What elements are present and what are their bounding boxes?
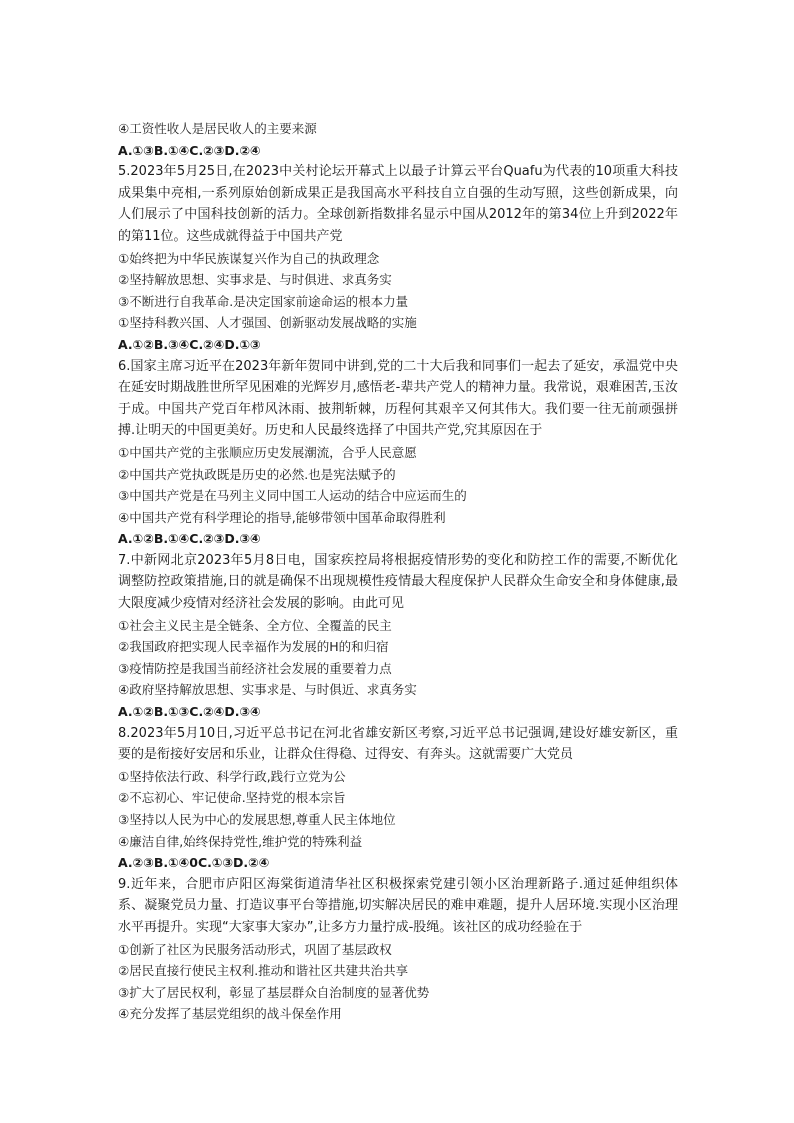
- question-stem: 8.2023年5月10日,习近平总书记在河北省雄安新区考察,习近平总书记强调,建设好雄安新区，重要的是衔接好安居和乐业，让群众住得稳、过得安、有奔头。这就需要广大党员: [118, 725, 678, 763]
- statement-1: ①社会主义民主是全链条、全方位、全覆盖的民主: [118, 617, 392, 633]
- question-stem: 5.2023年5月25日,在2023中关村论坛开幕式上以最子计算云平台Quafu为代表的10项重大科技成果集中亮相,一系列原始创新成果正是我国高水平科技自立自强的生动写照，这些创新成果，向人们展示了中国科技创新的活力。全球创新指数排名显示中国从2012年的第34位上升到2022年的第11位。这些成就得益于中国共产党: [118, 164, 678, 244]
- question-6: [118, 356, 678, 550]
- statement-3: ③疫情防控是我国当前经济社会发展的重要着力点: [118, 660, 392, 676]
- question-8: [118, 723, 678, 874]
- statement-3: ③不断进行自我革命.是决定国家前途命运的根本力量: [118, 293, 409, 309]
- question-stem: 6.国家主席习近平在2023年新年贺同中讲到,党的二十大后我和同事们一起去了延安，承温党中央在延安时期战胜世所罕见困难的光辉岁月,感悟老-辈共产党人的精神力量。我常说，艰难困苦,玉汝于成。中国共产党百年栉风沐雨、披荆斩棘，历程何其艰辛又何其伟大。我们要一往无前顽强拼搏.让明天的中国更美好。历史和人民最终选择了中国共产党,究其原因在于: [118, 358, 678, 439]
- answer-options: A.①③B.①④C.②③D.②④: [118, 142, 261, 158]
- statement-4: ①坚持科教兴国、人才强国、创新驱动发展战略的实施: [118, 315, 417, 331]
- statement-3: ③中国共产党是在马列主义同中国工人运动的结合中应运而生的: [118, 488, 467, 504]
- statement-2: ②居民直接行使民主权利.推动和谐社区共建共治共享: [118, 963, 409, 979]
- answer-options: A.①②B.①④C.②③D.③④: [118, 531, 261, 547]
- statement-2: ②我国政府把实现人民幸福作为发展的H的和归宿: [118, 639, 389, 655]
- answer-options: A.①②B.①③C.②④D.③④: [118, 704, 261, 720]
- statement-2: ②中国共产党执政既是历史的必然.也是宪法赋予的: [118, 466, 396, 482]
- statement-1: ①坚持依法行政、科学行政,践行立党为公: [118, 768, 346, 784]
- answer-options: A.②③B.①④0C.①③D.②④: [118, 855, 270, 871]
- statement-3: ③坚持以人民为中心的发展思想,尊重人民主体地位: [118, 812, 396, 827]
- statement-4: ④充分发挥了基层党组织的战斗保垒作用: [118, 1006, 342, 1022]
- statement-2: ②坚持解放思想、实事求是、与时俱进、求真务实: [118, 272, 392, 288]
- exam-page: [118, 118, 678, 1025]
- question-4-tail: [118, 118, 678, 161]
- statement-1: ①始终把为中华民族谋复兴作为自己的执政理念: [118, 250, 380, 266]
- statement: ④工资性收人是居民收人的主要来源: [118, 121, 317, 136]
- statement-2: ②不忘初心、牢记使命.坚持党的根本宗旨: [118, 790, 346, 806]
- question-stem: 9.近年来，合肥市庐阳区海棠街道清华社区积极探索党建引领小区治理新路子.通过延伸组织体系、凝聚党员力量、打造议事平台等措施,切实解决居民的难申难题，提升人居环境.实现小区治理水平再提升。实现“大家事大家办”,让多方力量拧成-股绳。该社区的成功经验在于: [118, 876, 678, 935]
- question-7: [118, 550, 678, 723]
- question-stem: 7.中新网北京2023年5月8日电，国家疾控局将根据疫情形势的变化和防控工作的需要,不断优化调整防控政策措施,日的就是确保不出现规模性疫情最大程度保护人民群众生命安全和身体健康,最大限度减少疫情对经济社会发展的影响。由此可见: [118, 552, 678, 612]
- question-5: [118, 161, 678, 355]
- answer-options: A.①②B.③④C.②④D.①③: [118, 336, 261, 352]
- statement-1: ①中国共产党的主张顺应历史发展潮流，合乎人民意愿: [118, 444, 417, 460]
- question-9: [118, 874, 678, 1025]
- statement-3: ③扩大了居民权利，彰显了基层群众自治制度的显著优势: [118, 984, 430, 1000]
- statement-4: ④政府坚持解放思想、实事求是、与时俱近、求真务实: [118, 682, 417, 698]
- statement-4: ④廉洁自律,始终保持党性,维护党的特殊利益: [118, 833, 363, 849]
- statement-4: ④中国共产党有科学理论的指导,能够带领中国革命取得胜利: [118, 509, 446, 525]
- statement-1: ①创新了社区为民服务活动形式，巩固了基层政权: [118, 941, 392, 957]
